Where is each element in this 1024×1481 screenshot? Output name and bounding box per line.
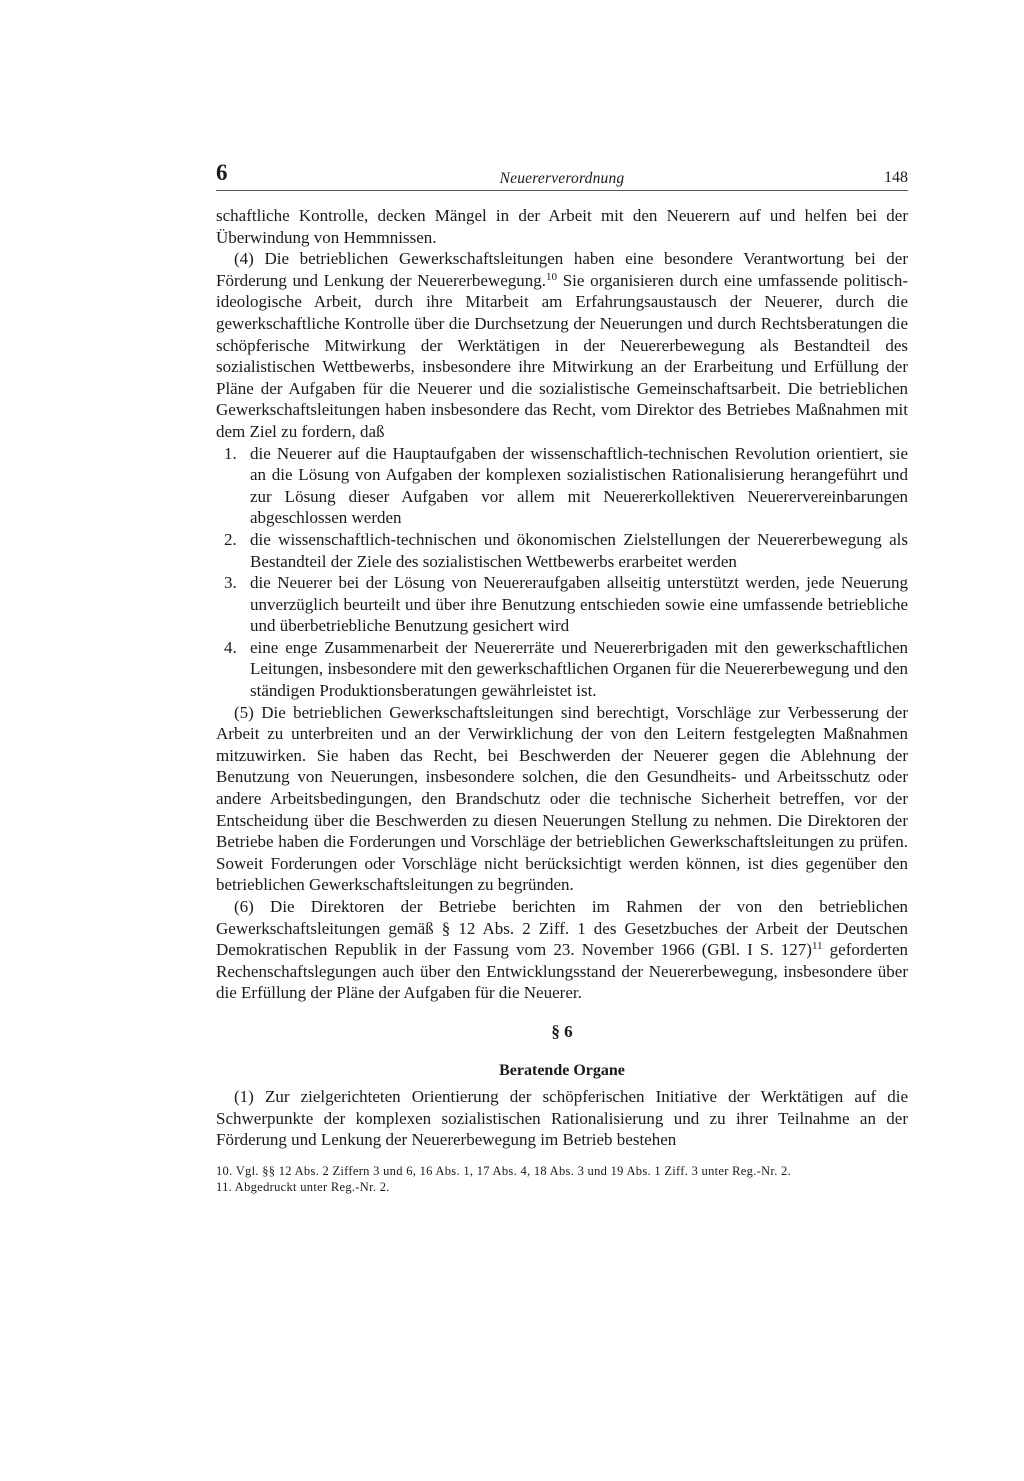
paragraph-continuation: schaftliche Kontrolle, decken Mängel in der Arbeit mit den Neuerern auf und helfen bei der Überwindung von Hemmnissen. [216,206,908,247]
list-item-text: die Neuerer bei der Lösung von Neuereraufgaben allseitig unterstützt werden, jede Neuerung unverzüglich beurteilt und über ihre Benutzung entschieden sowie eine umfassende betriebliche und überbetriebliche Benutzung gesichert wird [250,573,908,636]
enumerated-list [216,443,908,702]
body-text [216,205,908,1195]
list-item [216,637,908,702]
footnotes [216,1163,908,1195]
list-item-text: die Neuerer auf die Hauptaufgaben der wissenschaftlich-technischen Revolution orientiert, sie an die Lösung von Aufgaben der komplexen sozialistischen Rationalisierung herangeführt und zur Lösung dieser Aufgaben vor allem mit Neuererkollektiven Neuerervereinbarungen abgeschlossen werden [250,443,908,528]
document-page [216,160,908,1195]
paragraph-4-text-a: (4) Die betrieblichen Gewerkschaftsleitungen haben eine besondere Verantwortung bei der Förderung und Lenkung der Neuererbewegung. [216,249,908,290]
footnote-ref-10: 10 [546,270,558,283]
footnote-11: 11. Abgedruckt unter Reg.-Nr. 2. [216,1179,390,1194]
list-item [216,529,908,572]
page-number: 148 [884,169,908,186]
chapter-number: 6 [216,160,228,185]
list-item [216,572,908,637]
footnote-10: 10. Vgl. §§ 12 Abs. 2 Ziffern 3 und 6, 16 Abs. 1, 17 Abs. 4, 18 Abs. 3 und 19 Abs. 1 Ziff. 3 unter Reg.-Nr. 2. [216,1163,792,1178]
section-6-paragraph-1: (1) Zur zielgerichteten Orientierung der schöpferischen Initiative der Werktätigen auf die Schwerpunkte der komplexen sozialistischen Rationalisierung und zu ihrer Teilnahme an der Förderung und Lenkung der Neuererbewegung im Betrieb bestehen [216,1086,908,1150]
list-item-text: die wissenschaftlich-technischen und ökonomischen Zielstellungen der Neuererbewegung als Bestandteil der Ziele des sozialistischen Wettbewerbs erarbeitet werden [250,529,908,571]
paragraph-5: (5) Die betrieblichen Gewerkschaftsleitungen sind berechtigt, Vorschläge zur Verbesserung der Arbeit zu unterbreiten und an der Verwirklichung der von den Leitern festgelegten Maßnahmen mitzuwirken. Sie haben das Recht, bei Beschwerden der Neuerer gegen die Ablehnung der Benutzung von Neuerungen, insbesondere solchen, die den Gesundheits- und Arbeitsschutz oder andere Arbeitsbedingungen, den Brandschutz oder die technische Sicherheit betreffen, vor der Entscheidung über die Beschwerden zu diesen Neuerungen Stellung zu nehmen. Die Direktoren der Betriebe haben die Forderungen und Vorschläge der betrieblichen Gewerkschaftsleitungen zu prüfen. Soweit Forderungen oder Vorschläge nicht berücksichtigt werden können, ist dies gegenüber den betrieblichen Gewerkschaftsleitungen zu begründen. [216,702,908,895]
running-header [216,160,908,191]
paragraph-6-text-a: (6) Die Direktoren der Betriebe berichten im Rahmen der von den betrieblichen Gewerkschaftsleitungen gemäß § 12 Abs. 2 Ziff. 1 des Gesetzbuches der Arbeit der Deutschen Demokratischen Republik in der Fassung vom 23. November 1966 (GBl. I S. 127) [216,897,908,960]
list-item-number: 4. [224,637,237,657]
list-item-number: 1. [224,443,237,463]
list-item-text: eine enge Zusammenarbeit der Neuererräte und Neuererbrigaden mit den gewerkschaftlichen Leitungen, insbesondere mit den gewerkschaftlichen Organen für die Neuererbewegung und den ständigen Produktionsberatungen gewährleistet ist. [250,637,908,701]
section-title: Beratende Organe [499,1061,625,1079]
list-item [216,443,908,529]
section-mark: § 6 [551,1021,573,1041]
paragraph-4-text-b: Sie organisieren durch eine umfassende politisch-ideologische Arbeit, durch ihre Mitarbeit am Erfahrungsaustausch der Neuerer, durch die gewerkschaftliche Kontrolle über die Durchsetzung der Neuerungen und durch Rechtsberatungen die schöpferische Mitwirkung der Werktätigen in der Neuererbewegung als Bestandteil des sozialistischen Wettbewerbs, insbesondere ihre Mitwirkung an der Erarbeitung und Erfüllung der Pläne der Aufgaben für die Neuerer und die sozialistische Gemeinschaftsarbeit. Die betrieblichen Gewerkschaftsleitungen haben insbesondere das Recht, vom Direktor des Betriebes Maßnahmen mit dem Ziel zu fordern, daß [216,270,908,441]
paragraph-6 [216,896,908,1004]
paragraph-6-text-b: geforderten Rechenschaftslegungen auch über den Entwicklungsstand der Neuererbewegung, insbesondere über die Erfüllung der Pläne der Aufgaben für die Neuerer. [216,940,909,1003]
running-title: Neuererverordnung [499,170,625,187]
footnote-ref-11: 11 [811,940,823,953]
list-item-number: 3. [224,573,237,593]
paragraph-4 [216,248,908,442]
list-item-number: 2. [224,529,237,549]
